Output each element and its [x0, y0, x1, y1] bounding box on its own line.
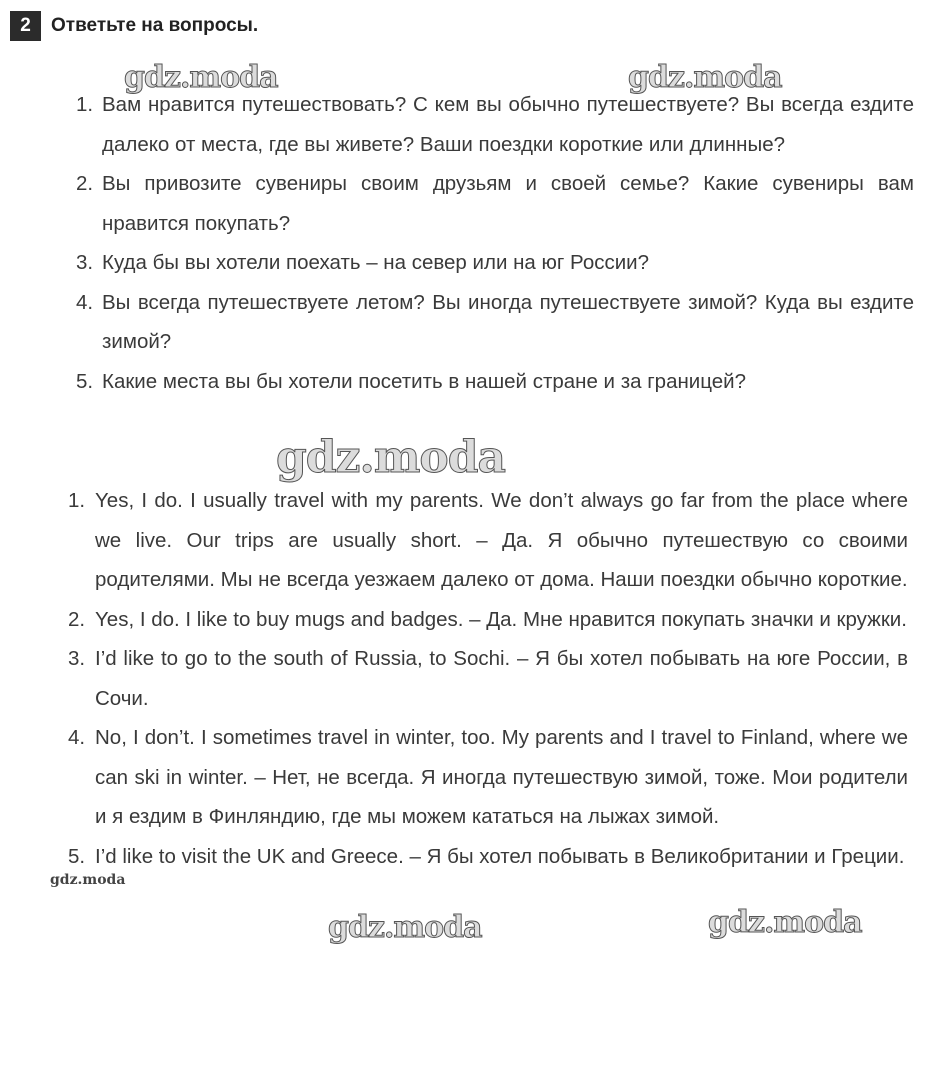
task-header [10, 10, 258, 42]
answer-text: No, I don’t. I sometimes travel in winter, too. My parents and I travel to Finland, where we can ski in winter. – Нет, не всегда. Я иногда путешествую зимой, тоже. Мои родители и я ездим в Финляндию, где мы можем кататься на лыжах зимой. [95, 726, 908, 828]
question-text: Какие места вы бы хотели посетить в нашей стране и за границей? [102, 369, 747, 393]
question-item [76, 85, 914, 164]
answer-number: 2. [68, 607, 86, 631]
question-number: 3. [76, 251, 94, 274]
question-text: Вы всегда путешествуете летом? Вы иногда путешествуете зимой? Куда вы ездите зимой? [102, 290, 914, 353]
question-item [76, 243, 914, 283]
answer-text: I’d like to go to the south of Russia, to Sochi. – Я бы хотел побывать на юге России, в Сочи. [95, 647, 908, 710]
task-title: Ответьте на вопросы. [51, 15, 259, 36]
question-number: 1. [76, 93, 94, 116]
answers-list [68, 481, 908, 876]
answer-number: 4. [68, 726, 86, 749]
answer-item [68, 481, 908, 600]
question-item [76, 283, 914, 362]
watermark: gdz.moda [124, 60, 278, 95]
question-number: 5. [76, 369, 94, 393]
answer-item [68, 639, 908, 718]
questions-list [76, 85, 914, 401]
question-text: Вы привозите сувениры своим друзьям и своей семье? Какие сувениры вам нравится покупать? [102, 172, 914, 235]
question-text: Куда бы вы хотели поехать – на север или на юг России? [102, 251, 650, 274]
answer-number: 3. [68, 647, 86, 670]
answer-number: 1. [68, 489, 86, 512]
watermark: gdz.moda [50, 872, 126, 888]
watermark: gdz.moda [628, 60, 782, 95]
question-item [76, 164, 914, 243]
watermark: gdz.moda [708, 905, 862, 940]
task-number-badge: 2 [10, 11, 41, 41]
answer-text: Yes, I do. I usually travel with my parents. We don’t always go far from the place where we live. Our trips are usually short. – Да. Я обычно путешествую со своими родителями. Мы не всегда уезжаем далеко от дома. Наши поездки обычно короткие. [95, 489, 908, 591]
answer-text: I’d like to visit the UK and Greece. – Я бы хотел побывать в Великобритании и Греции. [95, 844, 905, 868]
question-text: Вам нравится путешествовать? С кем вы обычно путешествуете? Вы всегда ездите далеко от места, где вы живете? Ваши поездки короткие или длинные? [102, 93, 914, 156]
answer-text: Yes, I do. I like to buy mugs and badges. – Да. Мне нравится покупать значки и кружки. [95, 607, 907, 631]
answer-item [68, 837, 908, 877]
question-number: 2. [76, 172, 94, 195]
answer-number: 5. [68, 844, 86, 868]
question-number: 4. [76, 290, 94, 314]
question-item [76, 362, 914, 402]
answer-item [68, 600, 908, 640]
watermark: gdz.moda [276, 432, 506, 483]
watermark: gdz.moda [328, 910, 482, 945]
answer-item [68, 718, 908, 837]
